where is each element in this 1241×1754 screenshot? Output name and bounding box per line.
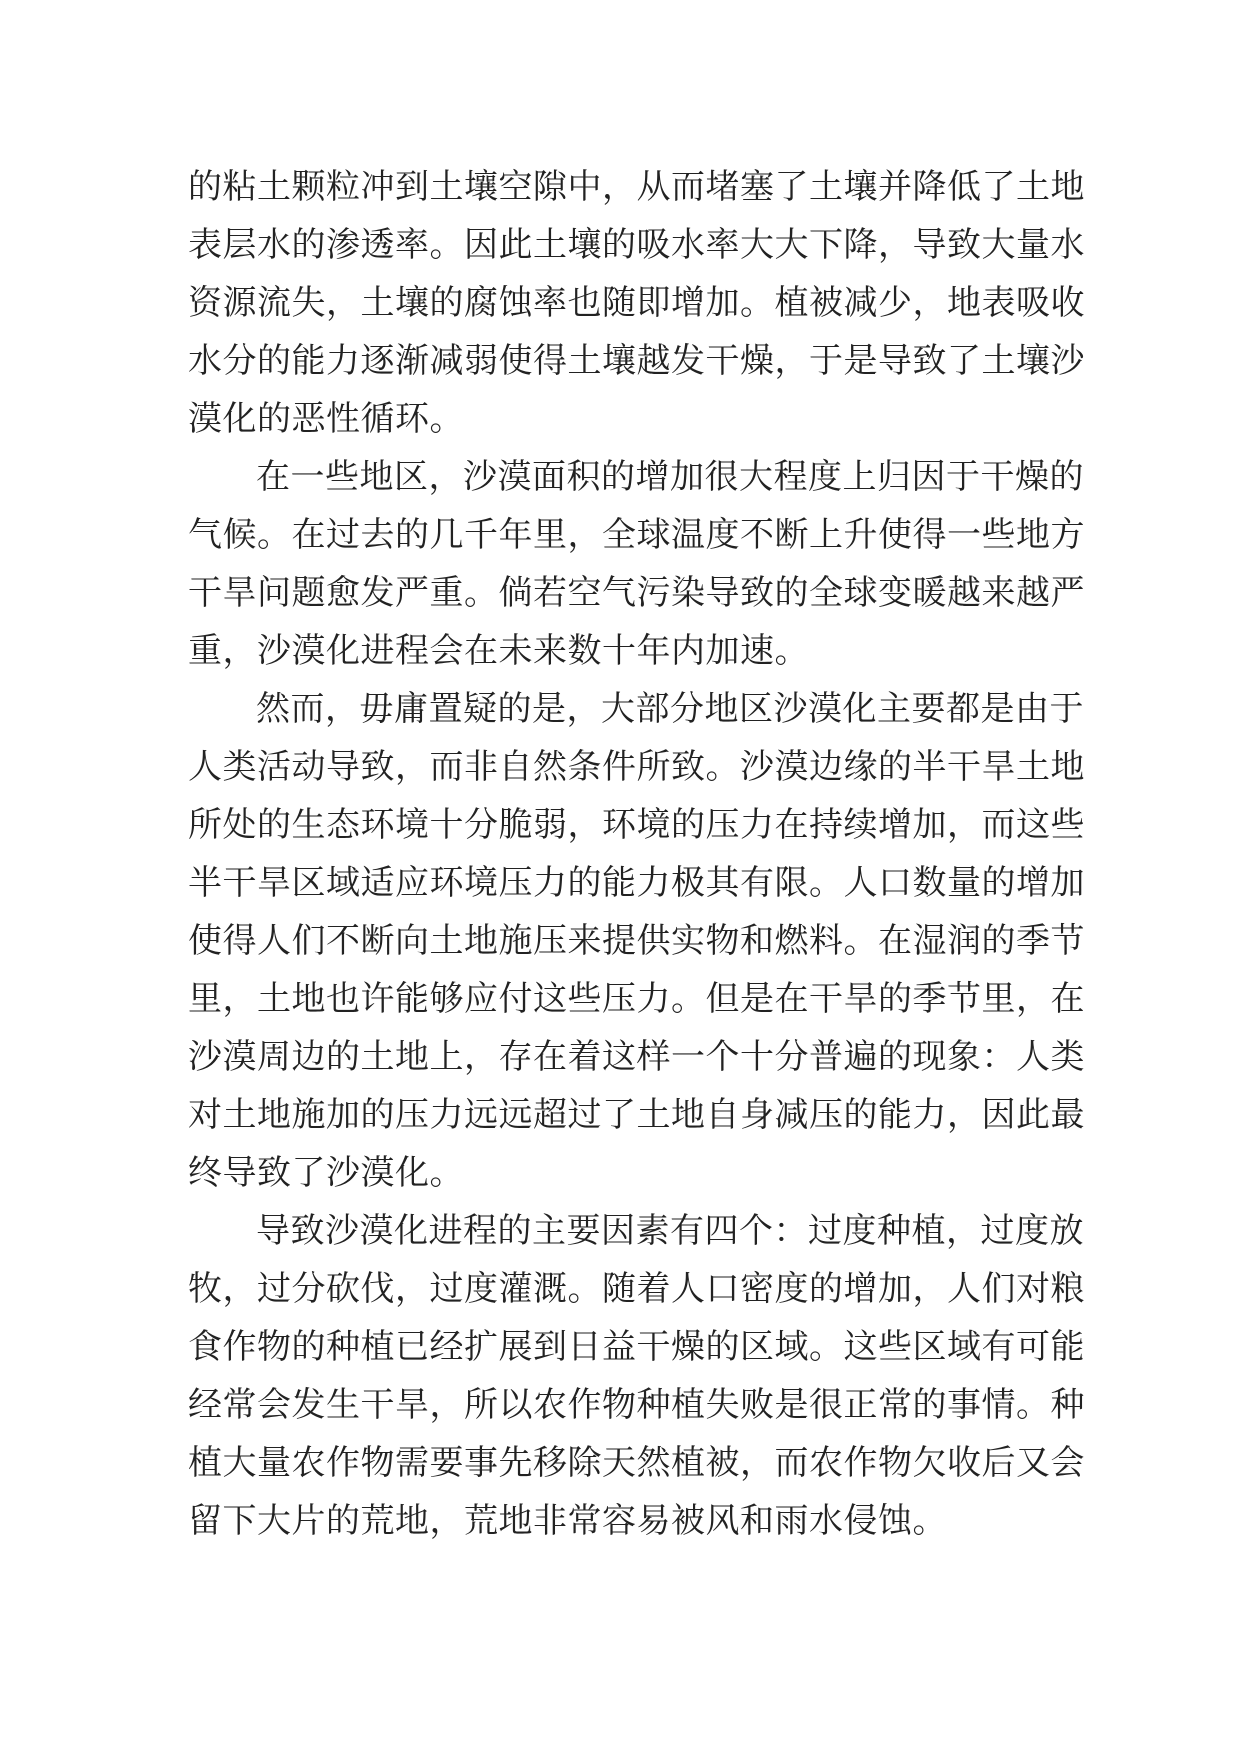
text-line: 重，沙漠化进程会在未来数十年内加速。 — [188, 631, 809, 671]
text-line: 植大量农作物需要事先移除天然植被，而农作物欠收后又会 — [188, 1443, 1085, 1483]
text-line: 干旱问题愈发严重。倘若空气污染导致的全球变暖越来越严 — [188, 573, 1085, 613]
paragraph-4 — [188, 1202, 1085, 1550]
text-line: 在一些地区，沙漠面积的增加很大程度上归因于干燥的 — [256, 457, 1084, 497]
text-line: 沙漠周边的土地上，存在着这样一个十分普遍的现象：人类 — [188, 1037, 1085, 1077]
text-line: 漠化的恶性循环。 — [188, 399, 464, 439]
paragraph-2 — [188, 448, 1085, 680]
paragraph-3 — [188, 680, 1085, 1202]
text-line: 资源流失，土壤的腐蚀率也随即增加。植被减少，地表吸收 — [188, 283, 1085, 323]
text-line: 所处的生态环境十分脆弱，环境的压力在持续增加，而这些 — [188, 805, 1085, 845]
text-line: 经常会发生干旱，所以农作物种植失败是很正常的事情。种 — [188, 1385, 1085, 1425]
text-line: 人类活动导致，而非自然条件所致。沙漠边缘的半干旱土地 — [188, 747, 1085, 787]
text-line: 气候。在过去的几千年里，全球温度不断上升使得一些地方 — [188, 515, 1085, 555]
paragraph-1 — [188, 158, 1085, 448]
text-line: 留下大片的荒地，荒地非常容易被风和雨水侵蚀。 — [188, 1501, 947, 1541]
text-line: 然而，毋庸置疑的是，大部分地区沙漠化主要都是由于 — [256, 689, 1084, 729]
text-line: 水分的能力逐渐减弱使得土壤越发干燥，于是导致了土壤沙 — [188, 341, 1085, 381]
text-line: 表层水的渗透率。因此土壤的吸水率大大下降，导致大量水 — [188, 225, 1085, 265]
text-line: 的粘土颗粒冲到土壤空隙中，从而堵塞了土壤并降低了土地 — [188, 167, 1085, 207]
text-line: 使得人们不断向土地施压来提供实物和燃料。在湿润的季节 — [188, 921, 1085, 961]
text-line: 半干旱区域适应环境压力的能力极其有限。人口数量的增加 — [188, 863, 1085, 903]
text-line: 对土地施加的压力远远超过了土地自身减压的能力，因此最 — [188, 1095, 1085, 1135]
text-line: 牧，过分砍伐，过度灌溉。随着人口密度的增加，人们对粮 — [188, 1269, 1085, 1309]
text-line: 食作物的种植已经扩展到日益干燥的区域。这些区域有可能 — [188, 1327, 1085, 1367]
document-body — [188, 158, 1085, 1550]
text-line: 里，土地也许能够应付这些压力。但是在干旱的季节里，在 — [188, 979, 1085, 1019]
text-line: 导致沙漠化进程的主要因素有四个：过度种植，过度放 — [256, 1211, 1084, 1251]
text-line: 终导致了沙漠化。 — [188, 1153, 464, 1193]
